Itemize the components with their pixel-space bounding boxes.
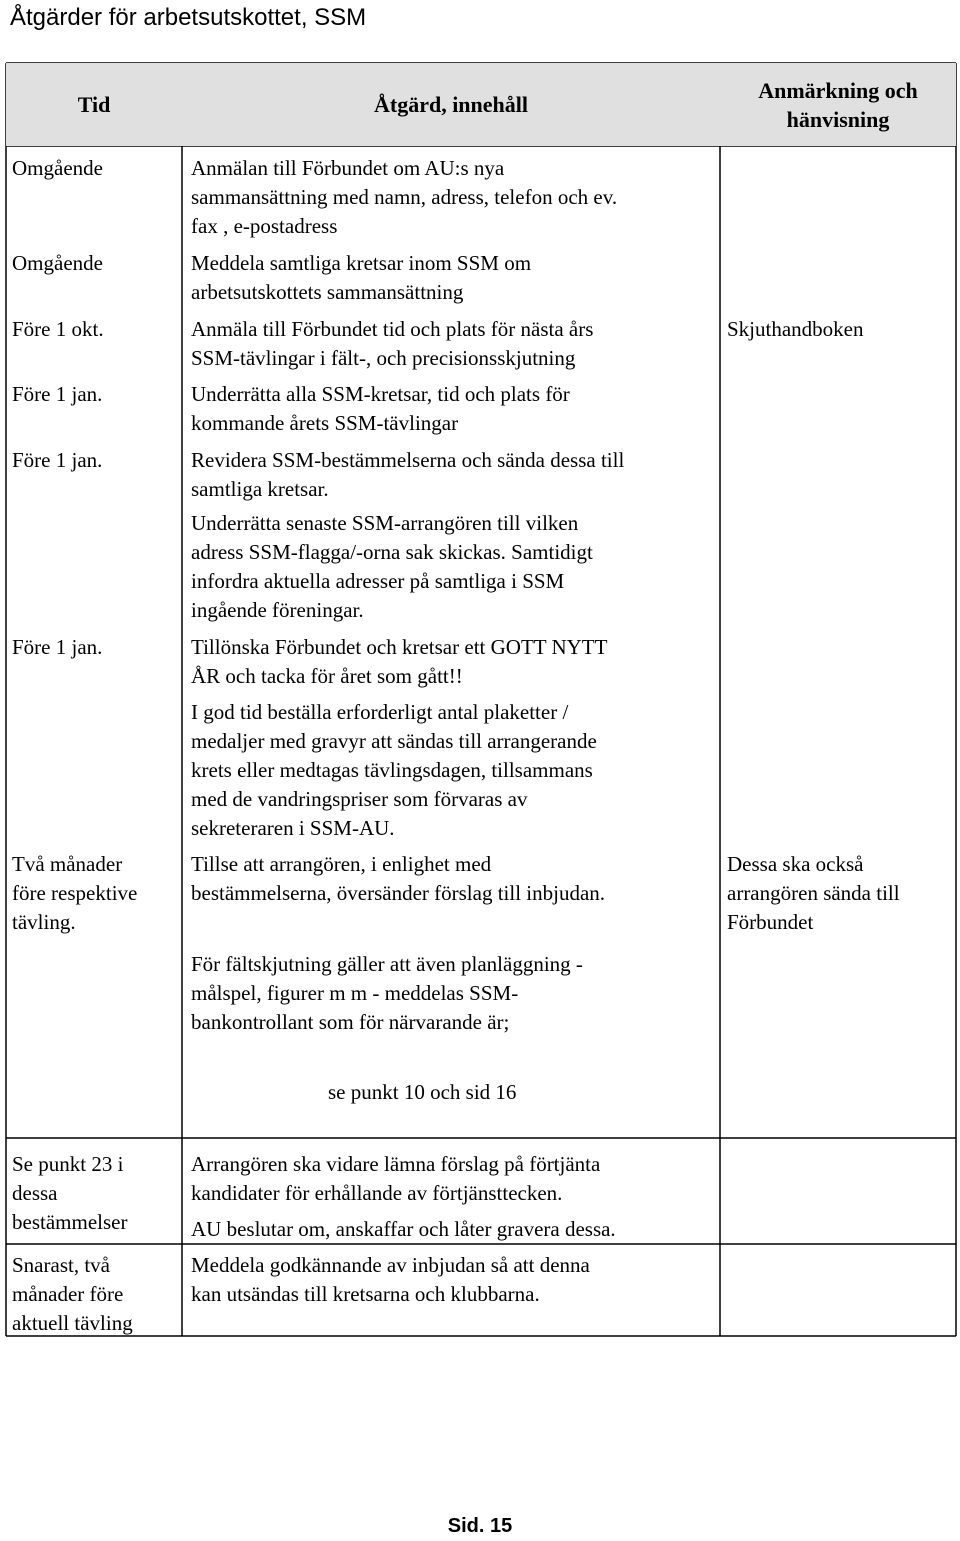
row-3-atgard: Underrätta alla SSM-kretsar, tid och plats för kommande årets SSM-tävlingar xyxy=(191,382,570,435)
column-header-tid: Tid xyxy=(6,63,182,146)
row-12-tid: Snarast, två månader före aktuell tävling xyxy=(12,1253,133,1335)
row-9-atgard: För fältskjutning gäller att även planläggning - målspel, figurer m m - meddelas SSM- bankontrollant som för närvarande är; xyxy=(191,952,583,1034)
row-4-atgard: Revidera SSM-bestämmelserna och sända dessa till samtliga kretsar. xyxy=(191,448,625,501)
anmarkning-line-1: Anmärkning och xyxy=(758,77,918,103)
row-8-atgard: Tillse att arrangören, i enlighet med bestämmelserna, översänder förslag till inbjudan. xyxy=(191,852,606,905)
anmarkning-line-2: hänvisning xyxy=(786,106,890,132)
page-number: Sid. 15 xyxy=(447,1515,513,1537)
row-8-tid: Två månader före respektive tävling. xyxy=(12,852,138,934)
row-12-atgard: Meddela godkännande av inbjudan så att denna kan utsändas till kretsarna och klubbarna. xyxy=(191,1253,590,1306)
row-2-tid: Före 1 okt. xyxy=(12,317,104,341)
page-title: Åtgärder för arbetsutskottet, SSM xyxy=(10,4,367,31)
row-4-tid: Före 1 jan. xyxy=(12,448,103,472)
row-6-atgard: Tillönska Förbundet och kretsar ett GOTT NYTT ÅR och tacka för året som gått!! xyxy=(191,635,608,688)
column-header-anmarkning xyxy=(720,63,956,146)
row-1-atgard: Meddela samtliga kretsar inom SSM om arbetsutskottets sammansättning xyxy=(191,251,532,304)
row-6-tid: Före 1 jan. xyxy=(12,635,103,659)
column-header-atgard: Åtgärd, innehåll xyxy=(182,63,720,146)
row-8-anm: Dessa ska också arrangören sända till Förbundet xyxy=(727,852,900,934)
row-7-atgard: I god tid beställa erforderligt antal plaketter / medaljer med gravyr att sändas till arrangerande krets eller medtagas tävlingsdagen, tillsammans med de vandringspriser som förvaras av sekreteraren i SSM-AU. xyxy=(191,700,597,840)
row-10-atgard: Arrangören ska vidare lämna förslag på förtjänta kandidater för erhållande av förtjänsttecken. xyxy=(191,1152,601,1205)
row-2-atgard: Anmäla till Förbundet tid och plats för nästa års SSM-tävlingar i fält-, och precisionsskjutning xyxy=(191,317,594,370)
row-10-tid: Se punkt 23 i dessa bestämmelser xyxy=(12,1152,128,1234)
reference-note: se punkt 10 och sid 16 xyxy=(328,1080,517,1104)
row-2-anm: Skjuthandboken xyxy=(727,317,864,341)
row-5-atgard: Underrätta senaste SSM-arrangören till vilken adress SSM-flagga/-orna sak skickas. Samtidigt infordra aktuella adresser på samtliga i SSM ingående föreningar. xyxy=(191,511,593,622)
row-3-tid: Före 1 jan. xyxy=(12,382,103,406)
row-0-tid: Omgående xyxy=(12,156,103,180)
row-0-atgard: Anmälan till Förbundet om AU:s nya sammansättning med namn, adress, telefon och ev. fax , e-postadress xyxy=(191,156,618,238)
row-11-atgard: AU beslutar om, anskaffar och låter gravera dessa. xyxy=(191,1217,616,1241)
row-1-tid: Omgående xyxy=(12,251,103,275)
